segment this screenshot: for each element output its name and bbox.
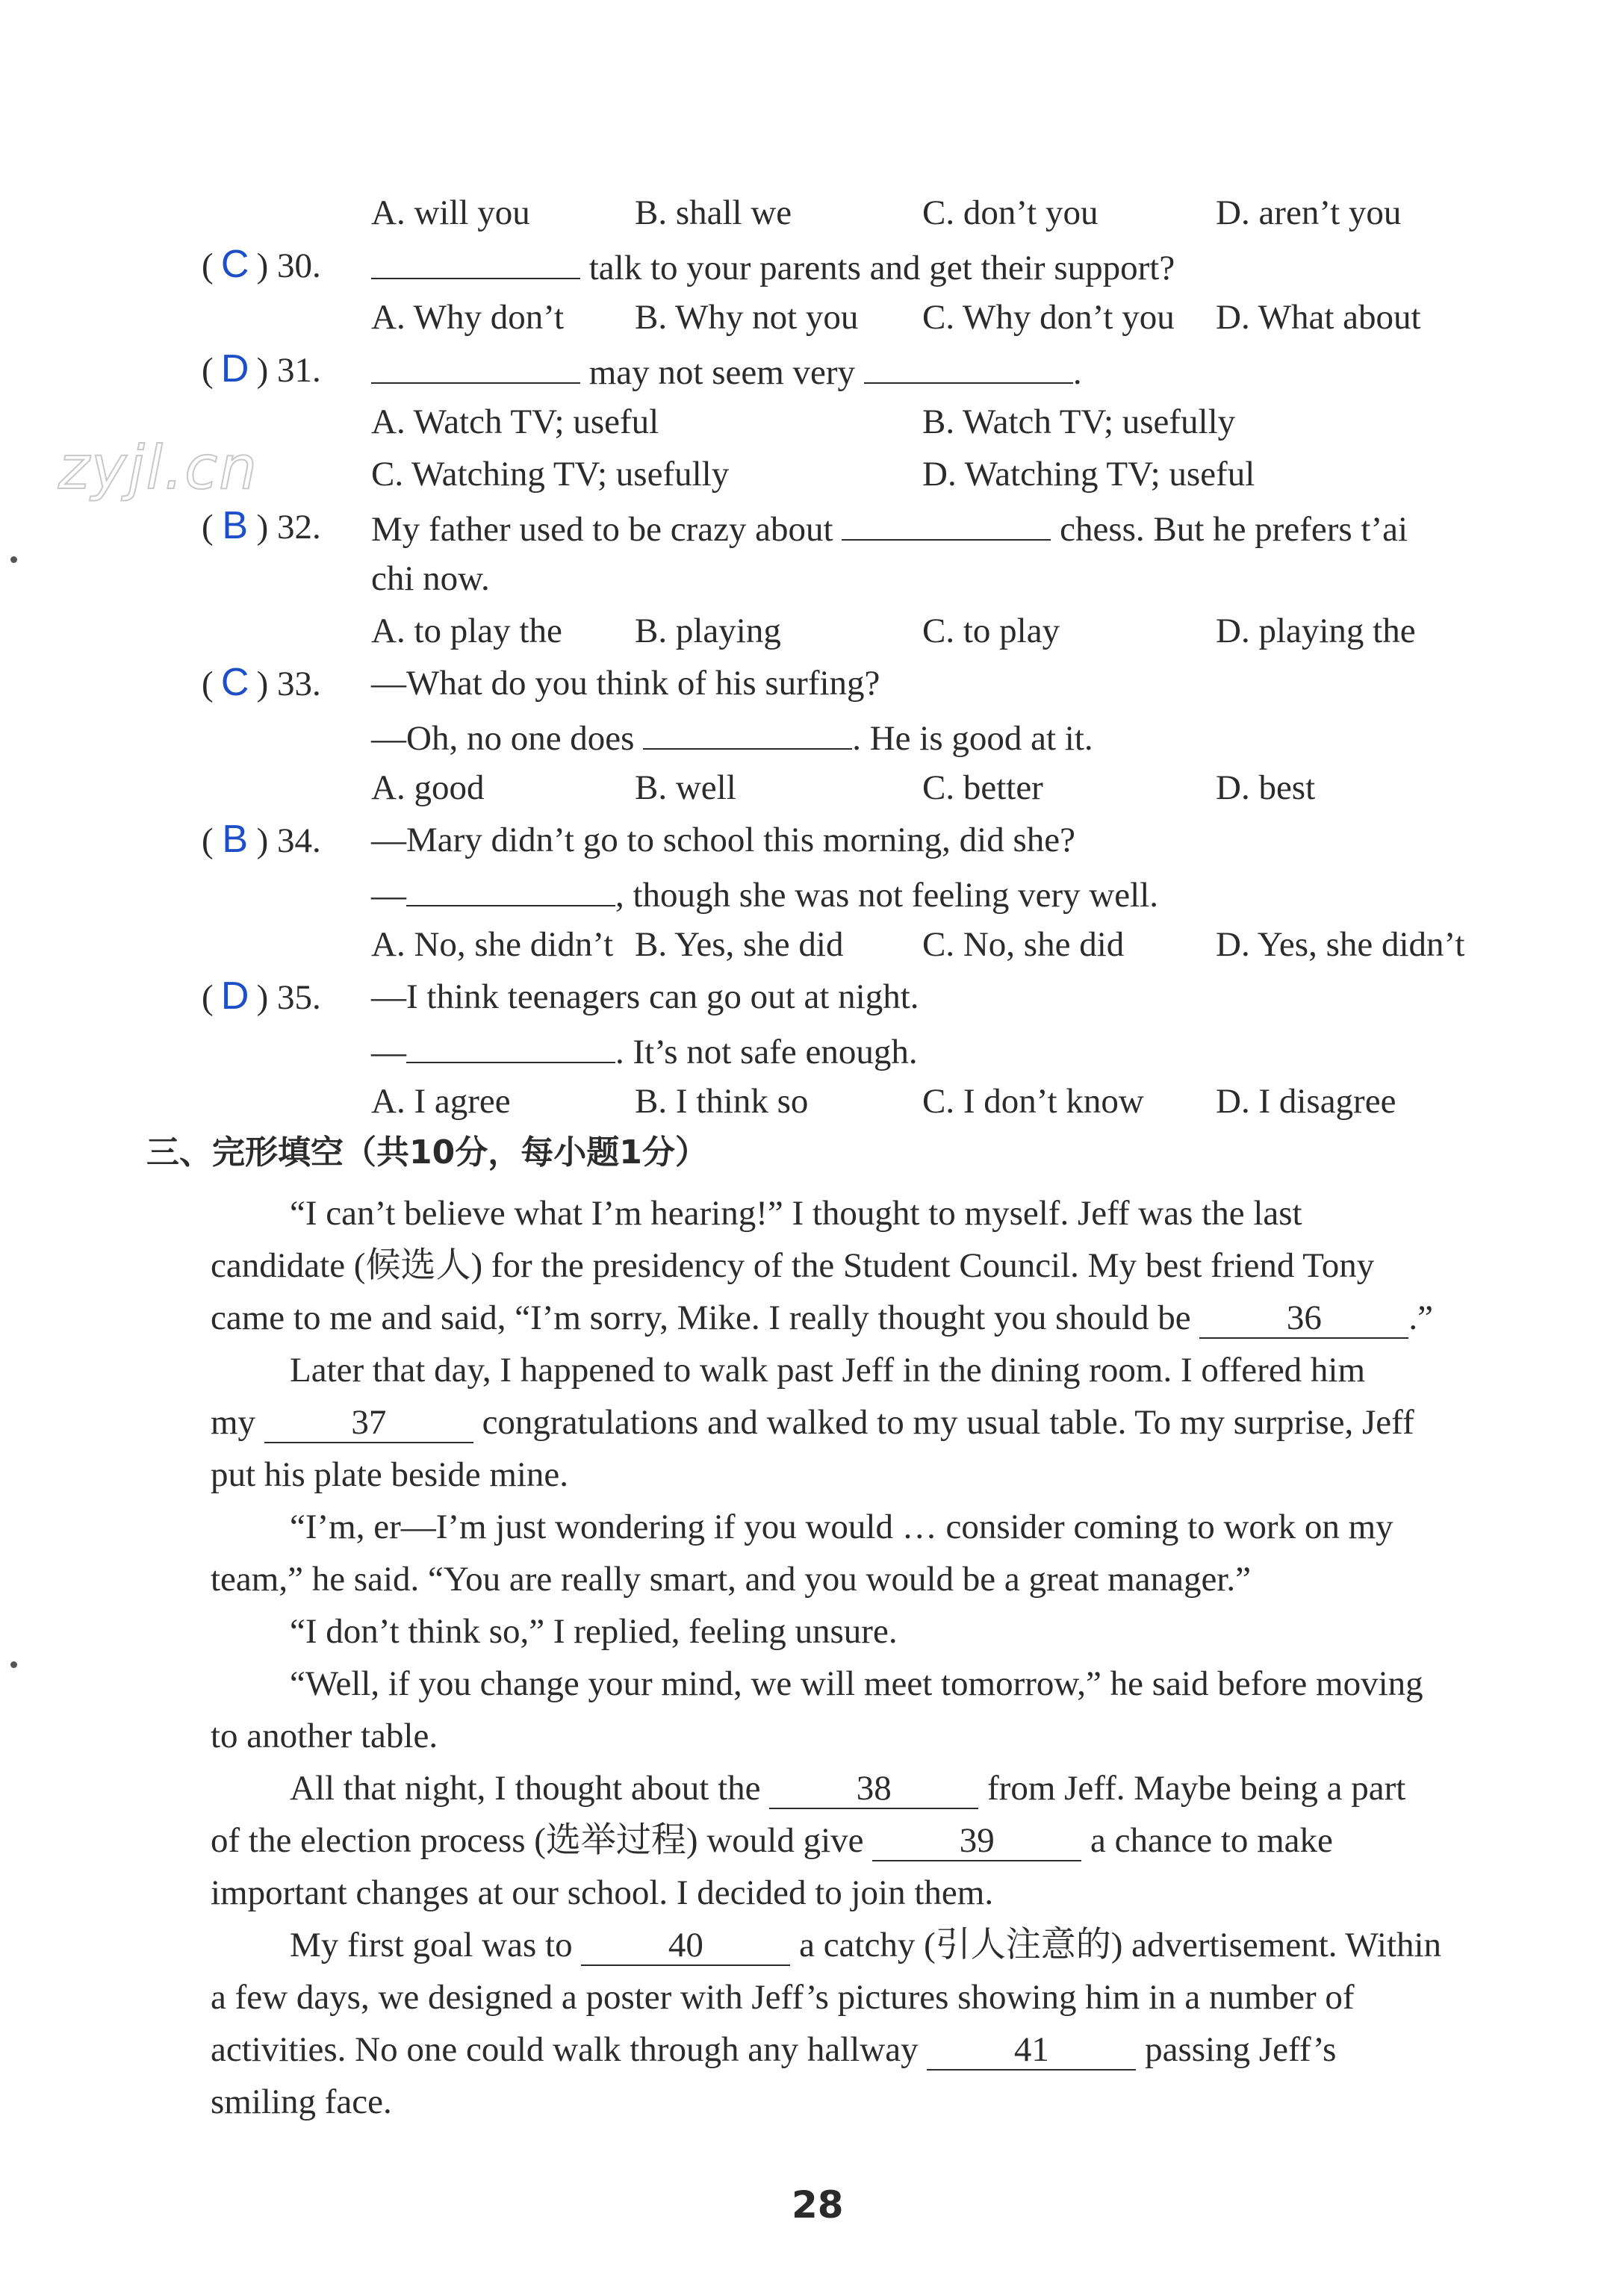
q33-line1: —What do you think of his surfing? [371, 664, 880, 703]
q29-option-c: C. don’t you [922, 193, 1099, 232]
q35-answer: D [220, 974, 249, 1018]
q34-option-c: C. No, she did [922, 925, 1125, 964]
cloze-blank-41: 41 [927, 2032, 1136, 2071]
q31-option-d: D. Watching TV; useful [922, 455, 1255, 494]
q30-option-b: B. Why not you [635, 298, 859, 337]
q32-option-a: A. to play the [371, 612, 562, 650]
q34-option-a: A. No, she didn’t [371, 925, 614, 964]
q35-option-b: B. I think so [635, 1082, 809, 1121]
q31-number: ) 31. [256, 351, 321, 390]
passage-line: “I don’t think so,” I replied, feeling unsure. [290, 1612, 898, 1651]
q31-option-a: A. Watch TV; useful [371, 402, 659, 441]
q31-answer: D [220, 347, 249, 391]
q35-option-c: C. I don’t know [922, 1082, 1144, 1121]
q29-option-d: D. aren’t you [1216, 193, 1402, 232]
q34-answer-paren: ( B ) 34. [202, 818, 321, 861]
passage-line: My first goal was to 40 a catchy (引人注意的) advertisement. Within [290, 1926, 1442, 1964]
passage-line: candidate (候选人) for the presidency of the Student Council. My best friend Tony [211, 1246, 1375, 1285]
q30-option-c: C. Why don’t you [922, 298, 1175, 337]
q32-stem-cont: chi now. [371, 559, 490, 598]
passage-line: of the election process (选举过程) would give 39 a chance to make [211, 1821, 1333, 1860]
q29-option-a: A. will you [371, 193, 530, 232]
q30-option-a: A. Why don’t [371, 298, 565, 337]
q33-line2: —Oh, no one does . He is good at it. [371, 719, 1093, 758]
q33-answer-paren: ( C ) 33. [202, 661, 321, 704]
passage-line: smiling face. [211, 2082, 392, 2121]
q33-option-d: D. best [1216, 768, 1316, 807]
q34-line2: — , though she was not feeling very well. [371, 876, 1159, 915]
q34-line1: —Mary didn’t go to school this morning, did she? [371, 821, 1075, 859]
answer-blank [406, 1032, 615, 1063]
passage-line: important changes at our school. I decided to join them. [211, 1873, 994, 1912]
answer-blank [864, 352, 1073, 384]
answer-blank [842, 509, 1051, 541]
q33-answer: C [220, 661, 249, 704]
answer-blank [406, 875, 615, 906]
q32-stem: My father used to be crazy about chess. But he prefers t’ai [371, 510, 1408, 549]
passage-line: came to me and said, “I’m sorry, Mike. I really thought you should be 36 .” [211, 1298, 1434, 1337]
q30-number: ) 30. [256, 246, 321, 285]
margin-dot [10, 1661, 17, 1668]
cloze-blank-40: 40 [581, 1928, 790, 1966]
q32-answer: B [222, 504, 248, 547]
q32-option-b: B. playing [635, 612, 781, 650]
q35-option-d: D. I disagree [1216, 1082, 1396, 1121]
q35-line1: —I think teenagers can go out at night. [371, 977, 919, 1016]
q35-line2: — . It’s not safe enough. [371, 1033, 918, 1071]
q32-number: ) 32. [256, 508, 321, 547]
q32-answer-paren: ( B ) 32. [202, 504, 321, 547]
q31-answer-paren: ( D ) 31. [202, 347, 321, 391]
cloze-blank-37: 37 [264, 1405, 473, 1443]
page-number: 28 [792, 2183, 844, 2227]
answer-blank [371, 248, 580, 279]
q33-option-c: C. better [922, 768, 1043, 807]
passage-line: All that night, I thought about the 38 from Jeff. Maybe being a part [290, 1769, 1406, 1808]
passage-line: my 37 congratulations and walked to my usual table. To my surprise, Jeff [211, 1403, 1414, 1442]
q35-answer-paren: ( D ) 35. [202, 974, 321, 1018]
cloze-blank-38: 38 [769, 1771, 978, 1809]
section-title: 三、完形填空（共10分，每小题1分） [146, 1133, 708, 1172]
q34-option-d: D. Yes, she didn’t [1216, 925, 1465, 964]
passage-line: “I’m, er—I’m just wondering if you would … consider coming to work on my [290, 1508, 1393, 1546]
q31-option-c: C. Watching TV; usefully [371, 455, 730, 494]
q33-number: ) 33. [256, 665, 321, 703]
q35-option-a: A. I agree [371, 1082, 511, 1121]
q29-option-b: B. shall we [635, 193, 792, 232]
q33-option-a: A. good [371, 768, 485, 807]
passage-line: put his plate beside mine. [211, 1455, 569, 1494]
cloze-blank-36: 36 [1199, 1301, 1408, 1339]
q32-option-d: D. playing the [1216, 612, 1416, 650]
q30-option-d: D. What about [1216, 298, 1421, 337]
answer-blank [643, 718, 852, 750]
q34-answer: B [222, 818, 248, 861]
answer-blank [371, 352, 580, 384]
cloze-blank-39: 39 [872, 1823, 1081, 1861]
q31-option-b: B. Watch TV; usefully [922, 402, 1236, 441]
q30-answer: C [220, 243, 249, 286]
q30-answer-paren: ( C ) 30. [202, 243, 321, 286]
q35-number: ) 35. [256, 978, 321, 1017]
margin-dot [10, 556, 17, 563]
q34-number: ) 34. [256, 821, 321, 860]
q33-option-b: B. well [635, 768, 736, 807]
q31-stem: may not seem very . [371, 352, 1082, 391]
q30-stem: talk to your parents and get their support? [371, 248, 1175, 286]
passage-line: “Well, if you change your mind, we will meet tomorrow,” he said before moving [290, 1664, 1423, 1703]
watermark: zyjl.cn [58, 433, 258, 503]
passage-line: to another table. [211, 1717, 438, 1755]
passage-line: team,” he said. “You are really smart, and you would be a great manager.” [211, 1560, 1251, 1599]
passage-line: Later that day, I happened to walk past Jeff in the dining room. I offered him [290, 1351, 1366, 1390]
q32-option-c: C. to play [922, 612, 1060, 650]
passage-line: a few days, we designed a poster with Jeff’s pictures showing him in a number of [211, 1978, 1355, 2017]
passage-line: activities. No one could walk through any hallway 41 passing Jeff’s [211, 2030, 1337, 2069]
q34-option-b: B. Yes, she did [635, 925, 844, 964]
passage-line: “I can’t believe what I’m hearing!” I thought to myself. Jeff was the last [290, 1194, 1302, 1233]
